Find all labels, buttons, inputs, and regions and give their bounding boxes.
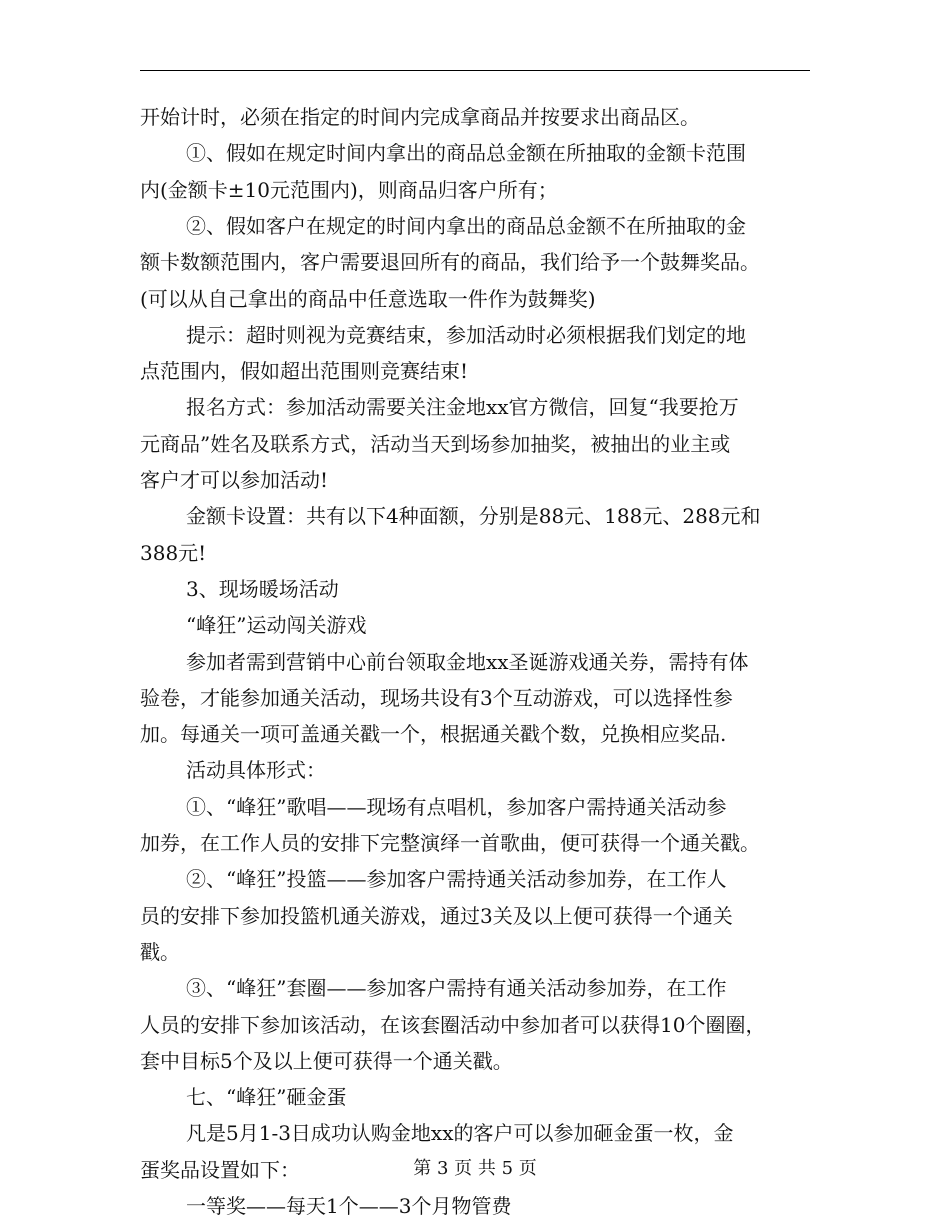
document-line: 一等奖——每天1个——3个月物管费 [186,1194,512,1218]
document-line: 参加者需到营销中心前台领取金地xx圣诞游戏通关券，需持有体 [186,649,749,674]
document-line: 套中目标5个及以上便可获得一个通关戳。 [140,1048,513,1073]
document-line: 戳。 [140,939,180,964]
document-line: 验卷，才能参加通关活动，现场共设有3个互动游戏，可以选择性参 [140,685,733,710]
document-line: ③、“峰狂”套圈——参加客户需持有通关活动参加券，在工作 [186,976,727,1001]
document-line: “峰狂”运动闯关游戏 [186,613,367,638]
document-line: 人员的安排下参加该活动，在该套圈活动中参加者可以获得10个圈圈， [140,1012,766,1037]
document-line: 报名方式：参加活动需要关注金地xx官方微信，回复“我要抢万 [186,395,739,420]
document-line: ①、“峰狂”歌唱——现场有点唱机，参加客户需持通关活动参 [186,794,727,819]
document-line: 七、“峰狂”砸金蛋 [186,1085,347,1110]
document-line: (可以从自己拿出的商品中任意选取一件作为鼓舞奖) [140,286,596,311]
document-line: 点范围内，假如超出范围则竞赛结束! [140,359,469,384]
document-line: 元商品”姓名及联系方式，活动当天到场参加抽奖，被抽出的业主或 [140,431,731,456]
document-line: 活动具体形式： [186,758,326,783]
document-line: 3、现场暖场活动 [186,576,339,601]
header-rule [140,70,810,71]
page-footer: 第 3 页 共 5 页 [413,1158,537,1179]
document-line: 凡是5月1-3日成功认购金地xx的客户可以参加砸金蛋一枚，金 [186,1121,734,1146]
document-line: ②、“峰狂”投篮——参加客户需持通关活动参加券，在工作人 [186,867,727,892]
document-line: 客户才可以参加活动! [140,468,329,492]
document-line: 员的安排下参加投篮机通关游戏，通过3关及以上便可获得一个通关 [140,903,733,928]
document-line: 加。每通关一项可盖通关戳一个，根据通关戳个数，兑换相应奖品. [140,722,727,747]
document-line: 加券，在工作人员的安排下完整演绎一首歌曲，便可获得一个通关戳。 [140,831,760,855]
document-line: ①、假如在规定时间内拿出的商品总金额在所抽取的金额卡范围 [186,141,746,166]
document-line: ②、假如客户在规定的时间内拿出的商品总金额不在所抽取的金 [186,213,746,238]
document-line: 388元! [140,540,207,565]
document-line: 蛋奖品设置如下： [140,1157,300,1182]
document-line: 开始计时，必须在指定的时间内完成拿商品并按要求出商品区。 [140,105,700,129]
document-line: 内(金额卡±10元范围内)，则商品归客户所有； [140,177,558,202]
document-line: 额卡数额范围内，客户需要退回所有的商品，我们给予一个鼓舞奖品。 [140,250,760,275]
document-line: 提示：超时则视为竞赛结束，参加活动时必须根据我们划定的地 [186,322,746,347]
document-line: 金额卡设置：共有以下4种面额，分别是88元、188元、288元和 [186,504,761,529]
